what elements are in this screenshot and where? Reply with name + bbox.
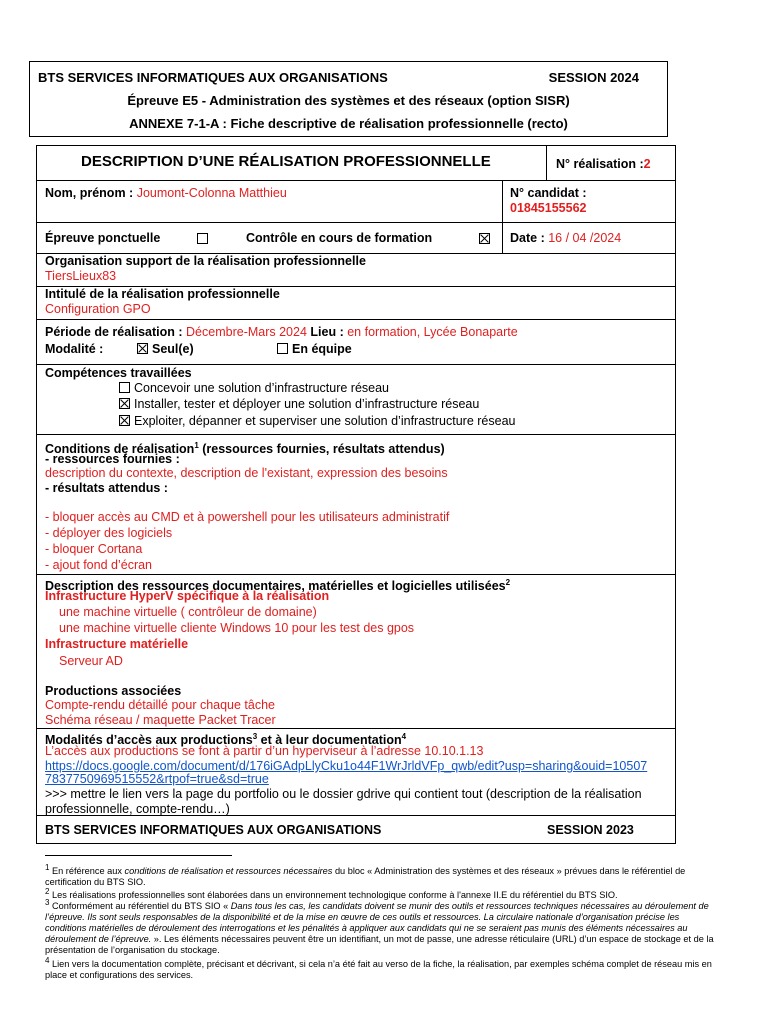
realisation-form bbox=[36, 145, 676, 844]
header-epreuve: Épreuve E5 - Administration des systèmes et des réseaux (option SISR) bbox=[127, 93, 570, 108]
ccf-label: Contrôle en cours de formation bbox=[246, 231, 433, 245]
note-line: >>> mettre le lien vers la page du portfolio ou le dossier gdrive qui contient tout (description de la réalisation bbox=[45, 787, 642, 801]
ponctuelle-checkbox[interactable] bbox=[197, 233, 208, 244]
production-item: Schéma réseau / maquette Packet Tracer bbox=[45, 713, 276, 727]
intitule-value: Configuration GPO bbox=[45, 302, 151, 316]
footnote-3: $^3$ Conformément au référentiel du BTS SIO « Dans tous les cas, les candidats doivent se munir des outils et ressources techniques nécessaires au déroulement de l’épreuve. Ils sont seuls responsables de la disponibilité et de la mise en œuvre de ces outils et ressources. La circulaire nationale d’organisation précise les conditions matérielles de déroulement des interrogations et les pénalités à appliquer aux candidats qui ne se seraient pas munis des éléments nécessaires au déroulement de l’épreuve. ». Les éléments nécessaires peuvent être un identifiant, un mot de passe, une adresse réticulaire (URL) d’un espace de stockage et de la présentation de l’organisation du stockage. bbox=[45, 898, 714, 956]
intitule-label: Intitulé de la réalisation professionnelle bbox=[45, 287, 280, 301]
resultat-item: - bloquer accès au CMD et à powershell pour les utilisateurs administratif bbox=[45, 510, 450, 524]
footer-org: BTS SERVICES INFORMATIQUES AUX ORGANISATIONS bbox=[45, 823, 382, 837]
acces-value: L’accès aux productions se font à partir d’un hyperviseur à l’adresse 10.10.1.13 bbox=[45, 744, 484, 758]
resultat-item: - bloquer Cortana bbox=[45, 542, 143, 556]
hyperv-item: une machine virtuelle ( contrôleur de domaine) bbox=[59, 605, 317, 619]
modalites-label: Modalités d’accès aux productions$^3$ et à leur documentation$^4$ bbox=[45, 732, 407, 748]
ressources-value: description du contexte, description de l'existant, expression des besoins bbox=[45, 466, 448, 480]
competence-item[interactable]: Concevoir une solution d’infrastructure réseau bbox=[119, 381, 389, 396]
competence-item[interactable]: Exploiter, dépanner et superviser une solution d’infrastructure réseau bbox=[119, 414, 515, 429]
hyperv-label: Infrastructure HyperV spécifique à la réalisation bbox=[45, 589, 330, 603]
competence-checkbox[interactable] bbox=[119, 382, 130, 393]
equipe-option[interactable]: En équipe bbox=[277, 342, 352, 357]
modalite-label: Modalité : bbox=[45, 342, 104, 356]
header-session: SESSION 2024 bbox=[548, 70, 639, 85]
footnote-separator bbox=[45, 855, 232, 856]
production-item: Compte-rendu détaillé pour chaque tâche bbox=[45, 698, 276, 712]
org-support-value: TiersLieux83 bbox=[45, 269, 117, 283]
nom-prenom: Nom, prénom : Joumont-Colonna Matthieu bbox=[45, 186, 287, 200]
org-support-label: Organisation support de la réalisation professionnelle bbox=[45, 254, 366, 268]
header-box bbox=[29, 61, 668, 137]
hyperv-item: une machine virtuelle cliente Windows 10 pour les test des gpos bbox=[59, 621, 415, 635]
seul-checkbox[interactable] bbox=[137, 343, 148, 354]
candidat-value: 01845155562 bbox=[510, 201, 587, 215]
header-org: BTS SERVICES INFORMATIQUES AUX ORGANISATIONS bbox=[38, 70, 388, 85]
footnote-4: $^4$ Lien vers la documentation complète, précisant et décrivant, si cela n’a été fait au verso de la fiche, la réalisation, par exemples schéma complet de réseau mis en place et configurations des services. bbox=[45, 956, 712, 981]
form-title: DESCRIPTION D’UNE RÉALISATION PROFESSIONNELLE bbox=[81, 153, 491, 170]
productions-label: Productions associées bbox=[45, 684, 182, 698]
candidat-label: N° candidat : bbox=[510, 186, 587, 200]
equipe-checkbox[interactable] bbox=[277, 343, 288, 354]
ccf-checkbox[interactable] bbox=[479, 233, 490, 244]
documentation-link-cont[interactable]: 7837750969515552&rtpof=true&sd=true bbox=[45, 772, 269, 786]
competences-label: Compétences travaillées bbox=[45, 366, 192, 380]
competence-item[interactable]: Installer, tester et déployer une solution d’infrastructure réseau bbox=[119, 397, 479, 412]
documentation-link[interactable]: https://docs.google.com/document/d/176iGAdpLlyCku1o44F1WrJrldVFp_qwb/edit?usp=sharing&ouid=10507 bbox=[45, 759, 648, 773]
conditions-label: Conditions de réalisation$^1$ (ressources fournies, résultats attendus) bbox=[45, 441, 445, 457]
footnote-1: $^1$ En référence aux conditions de réalisation et ressources nécessaires du bloc « Administration des systèmes et des réseaux » prévues dans le référentiel de certification du BTS SIO. bbox=[45, 863, 686, 888]
date: Date : 16 / 04 /2024 bbox=[510, 231, 622, 245]
ressources-label: - ressources fournies : bbox=[45, 452, 180, 466]
resultat-item: - déployer des logiciels bbox=[45, 526, 173, 540]
materielle-label: Infrastructure matérielle bbox=[45, 637, 189, 651]
footer-session: SESSION 2023 bbox=[547, 823, 634, 837]
periode: Période de réalisation : Décembre-Mars 2024 Lieu : en formation, Lycée Bonaparte bbox=[45, 325, 518, 339]
competence-checkbox[interactable] bbox=[119, 398, 130, 409]
header-annexe: ANNEXE 7-1-A : Fiche descriptive de réalisation professionnelle (recto) bbox=[129, 116, 568, 131]
seul-option[interactable]: Seul(e) bbox=[137, 342, 194, 357]
materielle-value: Serveur AD bbox=[59, 654, 123, 668]
resultat-item: - ajout fond d’écran bbox=[45, 558, 153, 572]
resultats-label: - résultats attendus : bbox=[45, 481, 168, 495]
competence-checkbox[interactable] bbox=[119, 415, 130, 426]
ponctuelle-label: Épreuve ponctuelle bbox=[45, 231, 161, 245]
note-line: professionnelle, compte-rendu…) bbox=[45, 802, 230, 816]
footnote-2: $^2$ Les réalisations professionnelles sont élaborées dans un environnement technologique conforme à l'annexe II.E du référentiel du BTS SIO. bbox=[45, 887, 618, 901]
description-label: Description des ressources documentaires, matérielles et logicielles utilisées$^2$ bbox=[45, 578, 511, 594]
realisation-number: N° réalisation :2 bbox=[556, 157, 651, 171]
